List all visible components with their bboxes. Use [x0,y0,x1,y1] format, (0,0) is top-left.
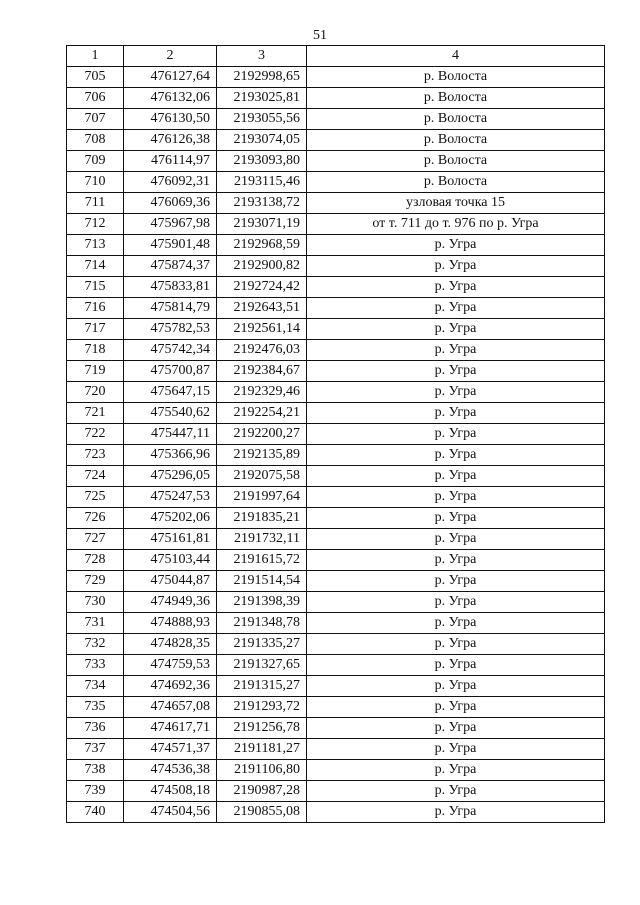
description-cell: р. Угра [307,802,605,823]
description-cell: р. Угра [307,697,605,718]
x-coordinate-cell: 475447,11 [124,424,217,445]
point-number-cell: 733 [67,655,124,676]
y-coordinate-cell: 2193055,56 [217,109,307,130]
y-coordinate-cell: 2193025,81 [217,88,307,109]
description-cell: р. Угра [307,487,605,508]
x-coordinate-cell: 476092,31 [124,172,217,193]
point-number-cell: 720 [67,382,124,403]
y-coordinate-cell: 2192329,46 [217,382,307,403]
point-number-cell: 714 [67,256,124,277]
description-cell: р. Угра [307,550,605,571]
table-row [67,739,605,760]
y-coordinate-cell: 2192075,58 [217,466,307,487]
point-number-cell: 717 [67,319,124,340]
y-coordinate-cell: 2192476,03 [217,340,307,361]
description-cell: р. Угра [307,508,605,529]
point-number-cell: 711 [67,193,124,214]
table-row [67,466,605,487]
table-body [67,67,605,823]
description-cell: р. Угра [307,319,605,340]
description-cell: р. Угра [307,235,605,256]
y-coordinate-cell: 2191997,64 [217,487,307,508]
table-row [67,676,605,697]
table-row [67,697,605,718]
y-coordinate-cell: 2192135,89 [217,445,307,466]
point-number-cell: 740 [67,802,124,823]
x-coordinate-cell: 475202,06 [124,508,217,529]
description-cell: р. Угра [307,298,605,319]
table-row [67,277,605,298]
table-row [67,550,605,571]
x-coordinate-cell: 475161,81 [124,529,217,550]
point-number-cell: 721 [67,403,124,424]
y-coordinate-cell: 2192643,51 [217,298,307,319]
y-coordinate-cell: 2192968,59 [217,235,307,256]
table-row [67,361,605,382]
description-cell: р. Угра [307,277,605,298]
table-row [67,67,605,88]
x-coordinate-cell: 475700,87 [124,361,217,382]
description-cell: р. Угра [307,529,605,550]
table-row [67,571,605,592]
y-coordinate-cell: 2193093,80 [217,151,307,172]
y-coordinate-cell: 2192254,21 [217,403,307,424]
column-header-1: 1 [67,46,124,67]
y-coordinate-cell: 2191293,72 [217,697,307,718]
x-coordinate-cell: 475647,15 [124,382,217,403]
description-cell: р. Угра [307,256,605,277]
point-number-cell: 707 [67,109,124,130]
table-row [67,529,605,550]
description-cell: р. Угра [307,634,605,655]
point-number-cell: 708 [67,130,124,151]
table-row [67,130,605,151]
y-coordinate-cell: 2191256,78 [217,718,307,739]
point-number-cell: 715 [67,277,124,298]
x-coordinate-cell: 474617,71 [124,718,217,739]
x-coordinate-cell: 475366,96 [124,445,217,466]
x-coordinate-cell: 474536,38 [124,760,217,781]
description-cell: р. Волоста [307,172,605,193]
y-coordinate-cell: 2192900,82 [217,256,307,277]
description-cell: р. Угра [307,340,605,361]
x-coordinate-cell: 475247,53 [124,487,217,508]
table-row [67,760,605,781]
table-row [67,445,605,466]
point-number-cell: 712 [67,214,124,235]
description-cell: р. Угра [307,424,605,445]
description-cell: р. Угра [307,382,605,403]
description-cell: от т. 711 до т. 976 по р. Угра [307,214,605,235]
point-number-cell: 718 [67,340,124,361]
table-row [67,340,605,361]
x-coordinate-cell: 475296,05 [124,466,217,487]
x-coordinate-cell: 474657,08 [124,697,217,718]
point-number-cell: 734 [67,676,124,697]
y-coordinate-cell: 2191106,80 [217,760,307,781]
x-coordinate-cell: 476127,64 [124,67,217,88]
y-coordinate-cell: 2193071,19 [217,214,307,235]
table-row [67,655,605,676]
x-coordinate-cell: 475540,62 [124,403,217,424]
y-coordinate-cell: 2192998,65 [217,67,307,88]
table-row [67,718,605,739]
description-cell: узловая точка 15 [307,193,605,214]
point-number-cell: 722 [67,424,124,445]
table-row [67,319,605,340]
x-coordinate-cell: 475782,53 [124,319,217,340]
column-header-4: 4 [307,46,605,67]
y-coordinate-cell: 2192200,27 [217,424,307,445]
table-row [67,592,605,613]
point-number-cell: 737 [67,739,124,760]
table-row [67,781,605,802]
table-row [67,613,605,634]
point-number-cell: 739 [67,781,124,802]
x-coordinate-cell: 474571,37 [124,739,217,760]
point-number-cell: 729 [67,571,124,592]
description-cell: р. Угра [307,466,605,487]
table-row [67,193,605,214]
description-cell: р. Угра [307,676,605,697]
y-coordinate-cell: 2190855,08 [217,802,307,823]
table-row [67,88,605,109]
point-number-cell: 719 [67,361,124,382]
header-row [67,46,605,67]
description-cell: р. Волоста [307,88,605,109]
table-row [67,172,605,193]
x-coordinate-cell: 476069,36 [124,193,217,214]
table-row [67,487,605,508]
y-coordinate-cell: 2191335,27 [217,634,307,655]
y-coordinate-cell: 2190987,28 [217,781,307,802]
x-coordinate-cell: 475901,48 [124,235,217,256]
point-number-cell: 713 [67,235,124,256]
x-coordinate-cell: 474888,93 [124,613,217,634]
y-coordinate-cell: 2193115,46 [217,172,307,193]
description-cell: р. Волоста [307,67,605,88]
table-row [67,802,605,823]
y-coordinate-cell: 2191315,27 [217,676,307,697]
description-cell: р. Угра [307,445,605,466]
point-number-cell: 731 [67,613,124,634]
point-number-cell: 738 [67,760,124,781]
description-cell: р. Угра [307,718,605,739]
y-coordinate-cell: 2193074,05 [217,130,307,151]
x-coordinate-cell: 474504,56 [124,802,217,823]
description-cell: р. Волоста [307,130,605,151]
x-coordinate-cell: 476126,38 [124,130,217,151]
x-coordinate-cell: 475874,37 [124,256,217,277]
table-row [67,403,605,424]
point-number-cell: 725 [67,487,124,508]
y-coordinate-cell: 2191615,72 [217,550,307,571]
column-header-2: 2 [124,46,217,67]
description-cell: р. Угра [307,655,605,676]
description-cell: р. Угра [307,739,605,760]
x-coordinate-cell: 475833,81 [124,277,217,298]
y-coordinate-cell: 2191732,11 [217,529,307,550]
x-coordinate-cell: 475742,34 [124,340,217,361]
description-cell: р. Угра [307,613,605,634]
x-coordinate-cell: 474692,36 [124,676,217,697]
table-row [67,214,605,235]
table-row [67,382,605,403]
description-cell: р. Угра [307,760,605,781]
point-number-cell: 736 [67,718,124,739]
point-number-cell: 727 [67,529,124,550]
x-coordinate-cell: 475103,44 [124,550,217,571]
point-number-cell: 728 [67,550,124,571]
x-coordinate-cell: 475967,98 [124,214,217,235]
description-cell: р. Волоста [307,151,605,172]
x-coordinate-cell: 474759,53 [124,655,217,676]
table-row [67,298,605,319]
point-number-cell: 706 [67,88,124,109]
page-number: 51 [313,28,327,43]
x-coordinate-cell: 476130,50 [124,109,217,130]
table-row [67,424,605,445]
table-row [67,151,605,172]
y-coordinate-cell: 2192561,14 [217,319,307,340]
x-coordinate-cell: 476132,06 [124,88,217,109]
table-row [67,235,605,256]
description-cell: р. Волоста [307,109,605,130]
x-coordinate-cell: 476114,97 [124,151,217,172]
table-row [67,256,605,277]
y-coordinate-cell: 2191181,27 [217,739,307,760]
description-cell: р. Угра [307,571,605,592]
description-cell: р. Угра [307,781,605,802]
point-number-cell: 705 [67,67,124,88]
y-coordinate-cell: 2192384,67 [217,361,307,382]
y-coordinate-cell: 2193138,72 [217,193,307,214]
point-number-cell: 726 [67,508,124,529]
x-coordinate-cell: 475814,79 [124,298,217,319]
description-cell: р. Угра [307,361,605,382]
point-number-cell: 732 [67,634,124,655]
point-number-cell: 724 [67,466,124,487]
point-number-cell: 709 [67,151,124,172]
y-coordinate-cell: 2191348,78 [217,613,307,634]
point-number-cell: 710 [67,172,124,193]
x-coordinate-cell: 474828,35 [124,634,217,655]
point-number-cell: 716 [67,298,124,319]
point-number-cell: 735 [67,697,124,718]
coordinates-table [66,45,605,823]
y-coordinate-cell: 2191327,65 [217,655,307,676]
x-coordinate-cell: 475044,87 [124,571,217,592]
table-row [67,634,605,655]
x-coordinate-cell: 474508,18 [124,781,217,802]
y-coordinate-cell: 2192724,42 [217,277,307,298]
x-coordinate-cell: 474949,36 [124,592,217,613]
description-cell: р. Угра [307,403,605,424]
point-number-cell: 723 [67,445,124,466]
point-number-cell: 730 [67,592,124,613]
y-coordinate-cell: 2191835,21 [217,508,307,529]
y-coordinate-cell: 2191514,54 [217,571,307,592]
column-header-3: 3 [217,46,307,67]
description-cell: р. Угра [307,592,605,613]
table-row [67,508,605,529]
y-coordinate-cell: 2191398,39 [217,592,307,613]
table-row [67,109,605,130]
